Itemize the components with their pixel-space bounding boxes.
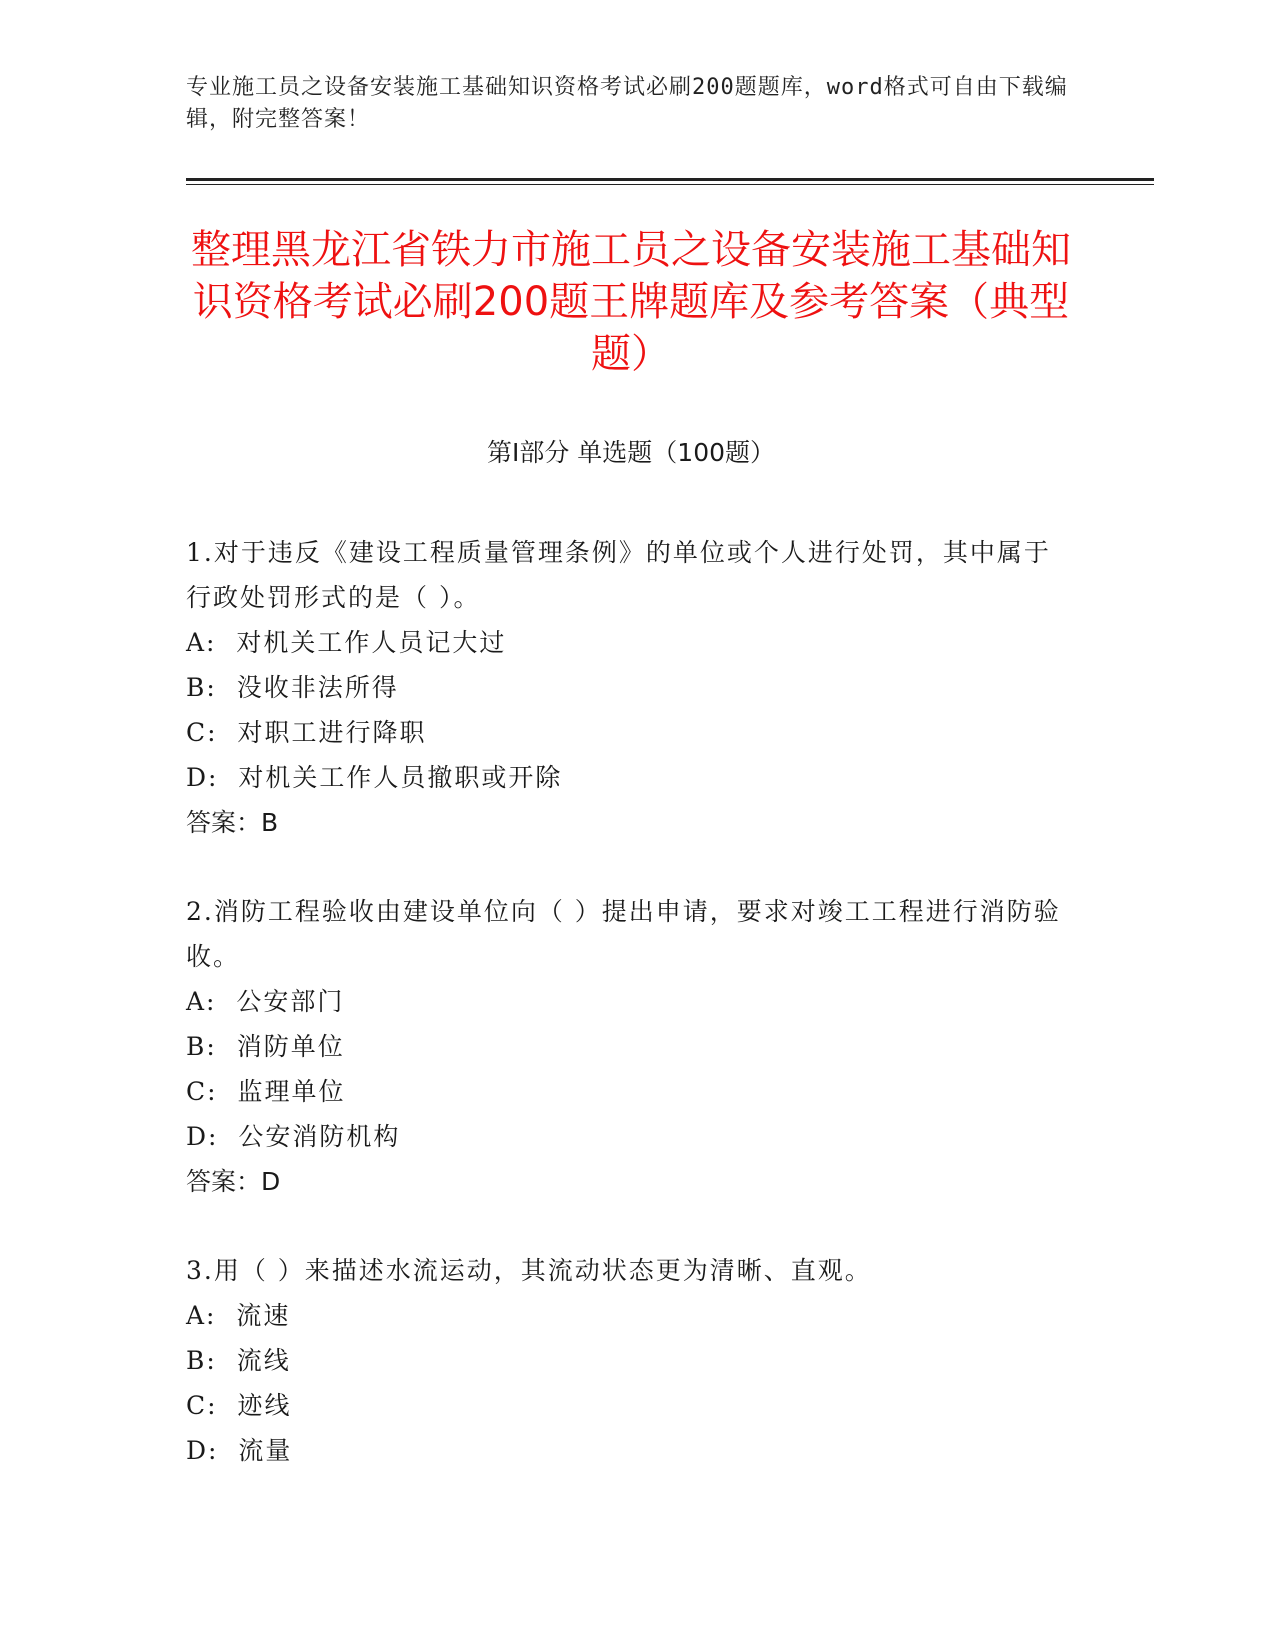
answer: 答案：D [186, 1167, 281, 1196]
question-list [186, 530, 1076, 1517]
section-heading: 第Ⅰ部分 单选题（100题） [486, 438, 776, 467]
question-2 [186, 889, 1076, 1204]
option-a: A: 对机关工作人员记大过 [186, 628, 507, 657]
question-stem: 3.用（ ）来描述水流运动，其流动状态更为清晰、直观。 [186, 1256, 872, 1285]
option-a: A: 公安部门 [186, 987, 345, 1016]
question-1 [186, 530, 1076, 845]
option-b: B: 没收非法所得 [186, 673, 399, 702]
header-note: 专业施工员之设备安装施工基础知识资格考试必刷200题题库，word格式可自由下载编辑，附完整答案！ [186, 75, 1068, 132]
option-d: D: 对机关工作人员撤职或开除 [186, 763, 563, 792]
option-a: A: 流速 [186, 1301, 291, 1330]
option-d: D: 公安消防机构 [186, 1122, 401, 1151]
header-divider-thick [186, 178, 1154, 181]
question-stem: 2.消防工程验收由建设单位向（ ）提出申请，要求对竣工工程进行消防验收。 [186, 897, 1061, 971]
option-b: B: 流线 [186, 1346, 291, 1375]
option-b: B: 消防单位 [186, 1032, 345, 1061]
option-d: D: 流量 [186, 1436, 293, 1465]
option-c: C: 迹线 [186, 1391, 292, 1420]
option-c: C: 对职工进行降职 [186, 718, 427, 747]
question-3 [186, 1248, 1076, 1473]
answer: 答案：B [186, 808, 279, 837]
option-c: C: 监理单位 [186, 1077, 346, 1106]
header-divider-thin [186, 184, 1154, 185]
document-title: 整理黑龙江省铁力市施工员之设备安装施工基础知识资格考试必刷200题王牌题库及参考答案（典型题） [191, 227, 1071, 377]
question-stem: 1.对于违反《建设工程质量管理条例》的单位或个人进行处罚，其中属于行政处罚形式的是（ ）。 [186, 538, 1051, 612]
